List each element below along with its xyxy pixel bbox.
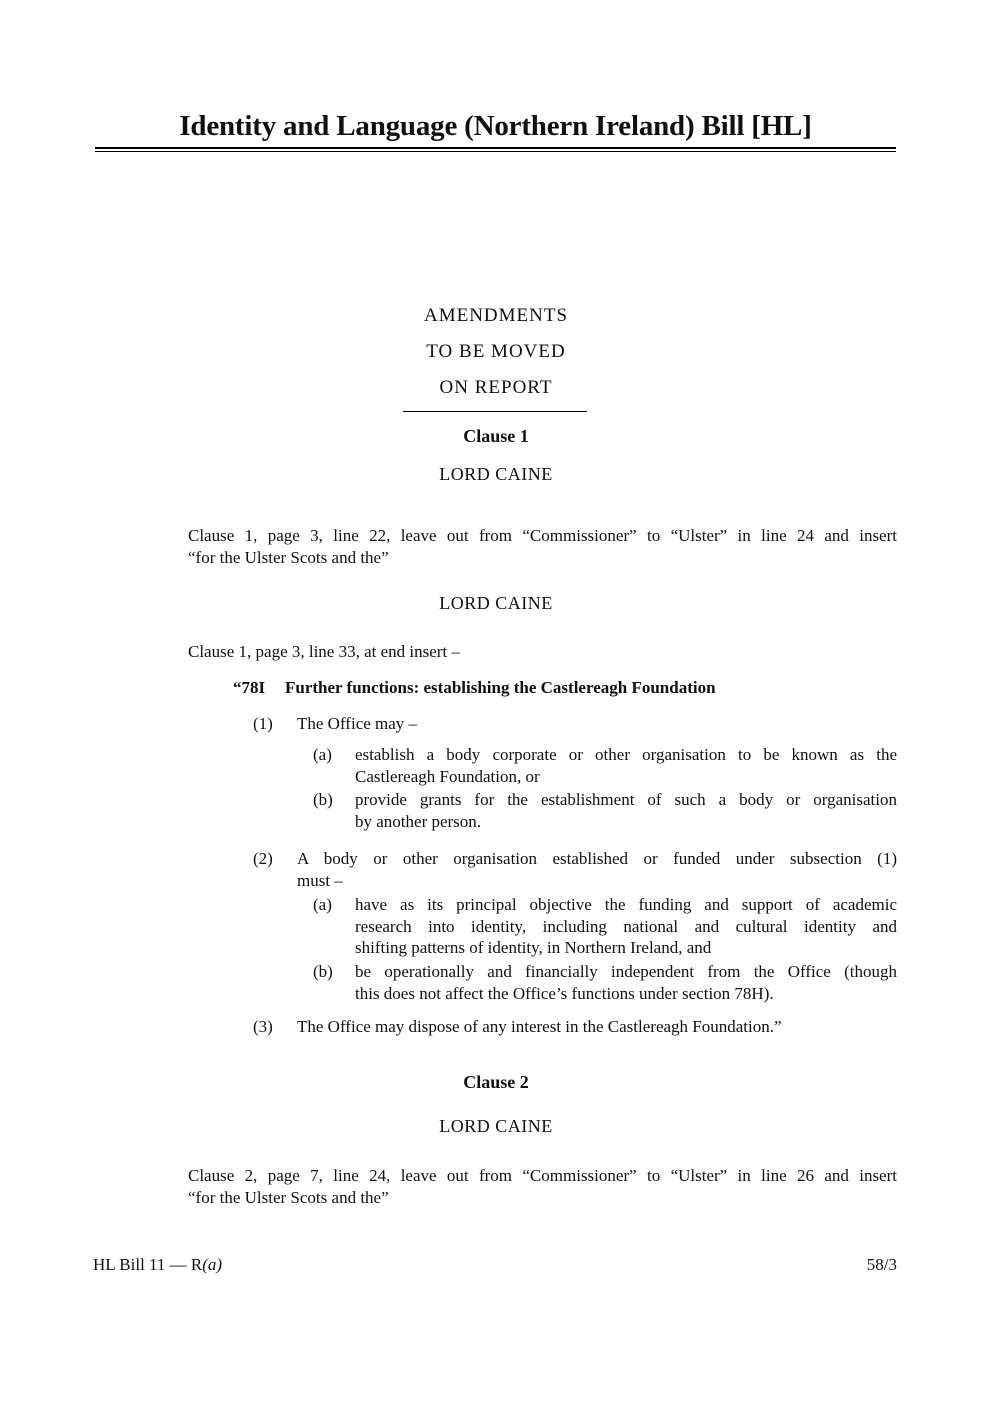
item-line: research into identity, including national and cultural identity and bbox=[355, 916, 897, 936]
subsection-1-number: (1) bbox=[253, 714, 273, 733]
sheet-number: 58/3 bbox=[866, 1255, 897, 1274]
subsection-2-line-1: A body or other organisation established or funded under subsection (1) bbox=[297, 849, 897, 868]
amendment-2-line-1: Clause 1, page 3, line 33, at end insert – bbox=[188, 642, 460, 661]
amendment-3-line-1: Clause 2, page 7, line 24, leave out from “Commissioner” to “Ulster” in line 26 and insert bbox=[188, 1166, 897, 1185]
bill-reference bbox=[93, 1255, 222, 1275]
subsection-2-line-2: must – bbox=[297, 870, 343, 890]
item-a-marker: (a) bbox=[313, 895, 332, 914]
amendment-2-sponsor: LORD CAINE bbox=[439, 593, 553, 613]
inserted-section-title: Further functions: establishing the Castlereagh Foundation bbox=[285, 678, 716, 697]
item-a-marker: (a) bbox=[313, 745, 332, 764]
amendment-2-text bbox=[188, 641, 897, 663]
subsection-3-line-1: The Office may dispose of any interest in the Castlereagh Foundation.” bbox=[297, 1017, 782, 1036]
item-line: by another person. bbox=[355, 811, 482, 831]
doc-heading-amendments: AMENDMENTS bbox=[423, 305, 569, 326]
item-b-marker: (b) bbox=[313, 962, 333, 981]
doc-heading-on-report: ON REPORT bbox=[439, 377, 553, 398]
clause-1-heading: Clause 1 bbox=[463, 426, 529, 446]
amendment-3-text bbox=[188, 1165, 897, 1208]
inserted-section-heading bbox=[233, 677, 897, 699]
item-b-marker: (b) bbox=[313, 790, 333, 809]
subsection-2 bbox=[253, 848, 897, 891]
item-line: establish a body corporate or other organisation to be known as the bbox=[355, 745, 897, 764]
item-line: provide grants for the establishment of such a body or organisation bbox=[355, 790, 897, 809]
subsection-2-item-a bbox=[313, 894, 897, 959]
doc-heading-to-be-moved: TO BE MOVED bbox=[426, 341, 566, 362]
amendment-1-line-1: Clause 1, page 3, line 22, leave out from “Commissioner” to “Ulster” in line 24 and insert bbox=[188, 526, 897, 545]
item-line: shifting patterns of identity, in Northern Ireland, and bbox=[355, 938, 712, 957]
item-line: be operationally and financially independent from the Office (though bbox=[355, 962, 897, 981]
subsection-1-line-1: The Office may – bbox=[297, 714, 418, 733]
inserted-section-number: “78I bbox=[233, 678, 266, 697]
subsection-3-number: (3) bbox=[253, 1017, 273, 1036]
title-rule bbox=[95, 147, 896, 152]
bill-title: Identity and Language (Northern Ireland) Bill [HL] bbox=[179, 110, 812, 142]
bill-reference-suffix: (a) bbox=[202, 1255, 223, 1274]
item-line: have as its principal objective the funding and support of academic bbox=[355, 895, 897, 914]
subsection-3 bbox=[253, 1016, 897, 1038]
item-line: Castlereagh Foundation, or bbox=[355, 766, 540, 786]
subsection-2-item-b bbox=[313, 961, 897, 1004]
amendment-3-line-2: “for the Ulster Scots and the” bbox=[188, 1187, 389, 1207]
report-rule bbox=[403, 411, 587, 412]
amendment-1-line-2: “for the Ulster Scots and the” bbox=[188, 547, 389, 567]
amendment-1-sponsor: LORD CAINE bbox=[439, 464, 553, 484]
clause-2-heading: Clause 2 bbox=[463, 1072, 529, 1092]
subsection-2-number: (2) bbox=[253, 849, 273, 868]
amendment-1-text bbox=[188, 525, 897, 568]
amendment-3-sponsor: LORD CAINE bbox=[439, 1116, 553, 1136]
subsection-1 bbox=[253, 713, 897, 735]
subsection-1-item-a bbox=[313, 744, 897, 787]
subsection-1-item-b bbox=[313, 789, 897, 832]
item-line: this does not affect the Office’s functions under section 78H). bbox=[355, 983, 774, 1003]
bill-reference-text: HL Bill 11 — R bbox=[93, 1255, 203, 1274]
